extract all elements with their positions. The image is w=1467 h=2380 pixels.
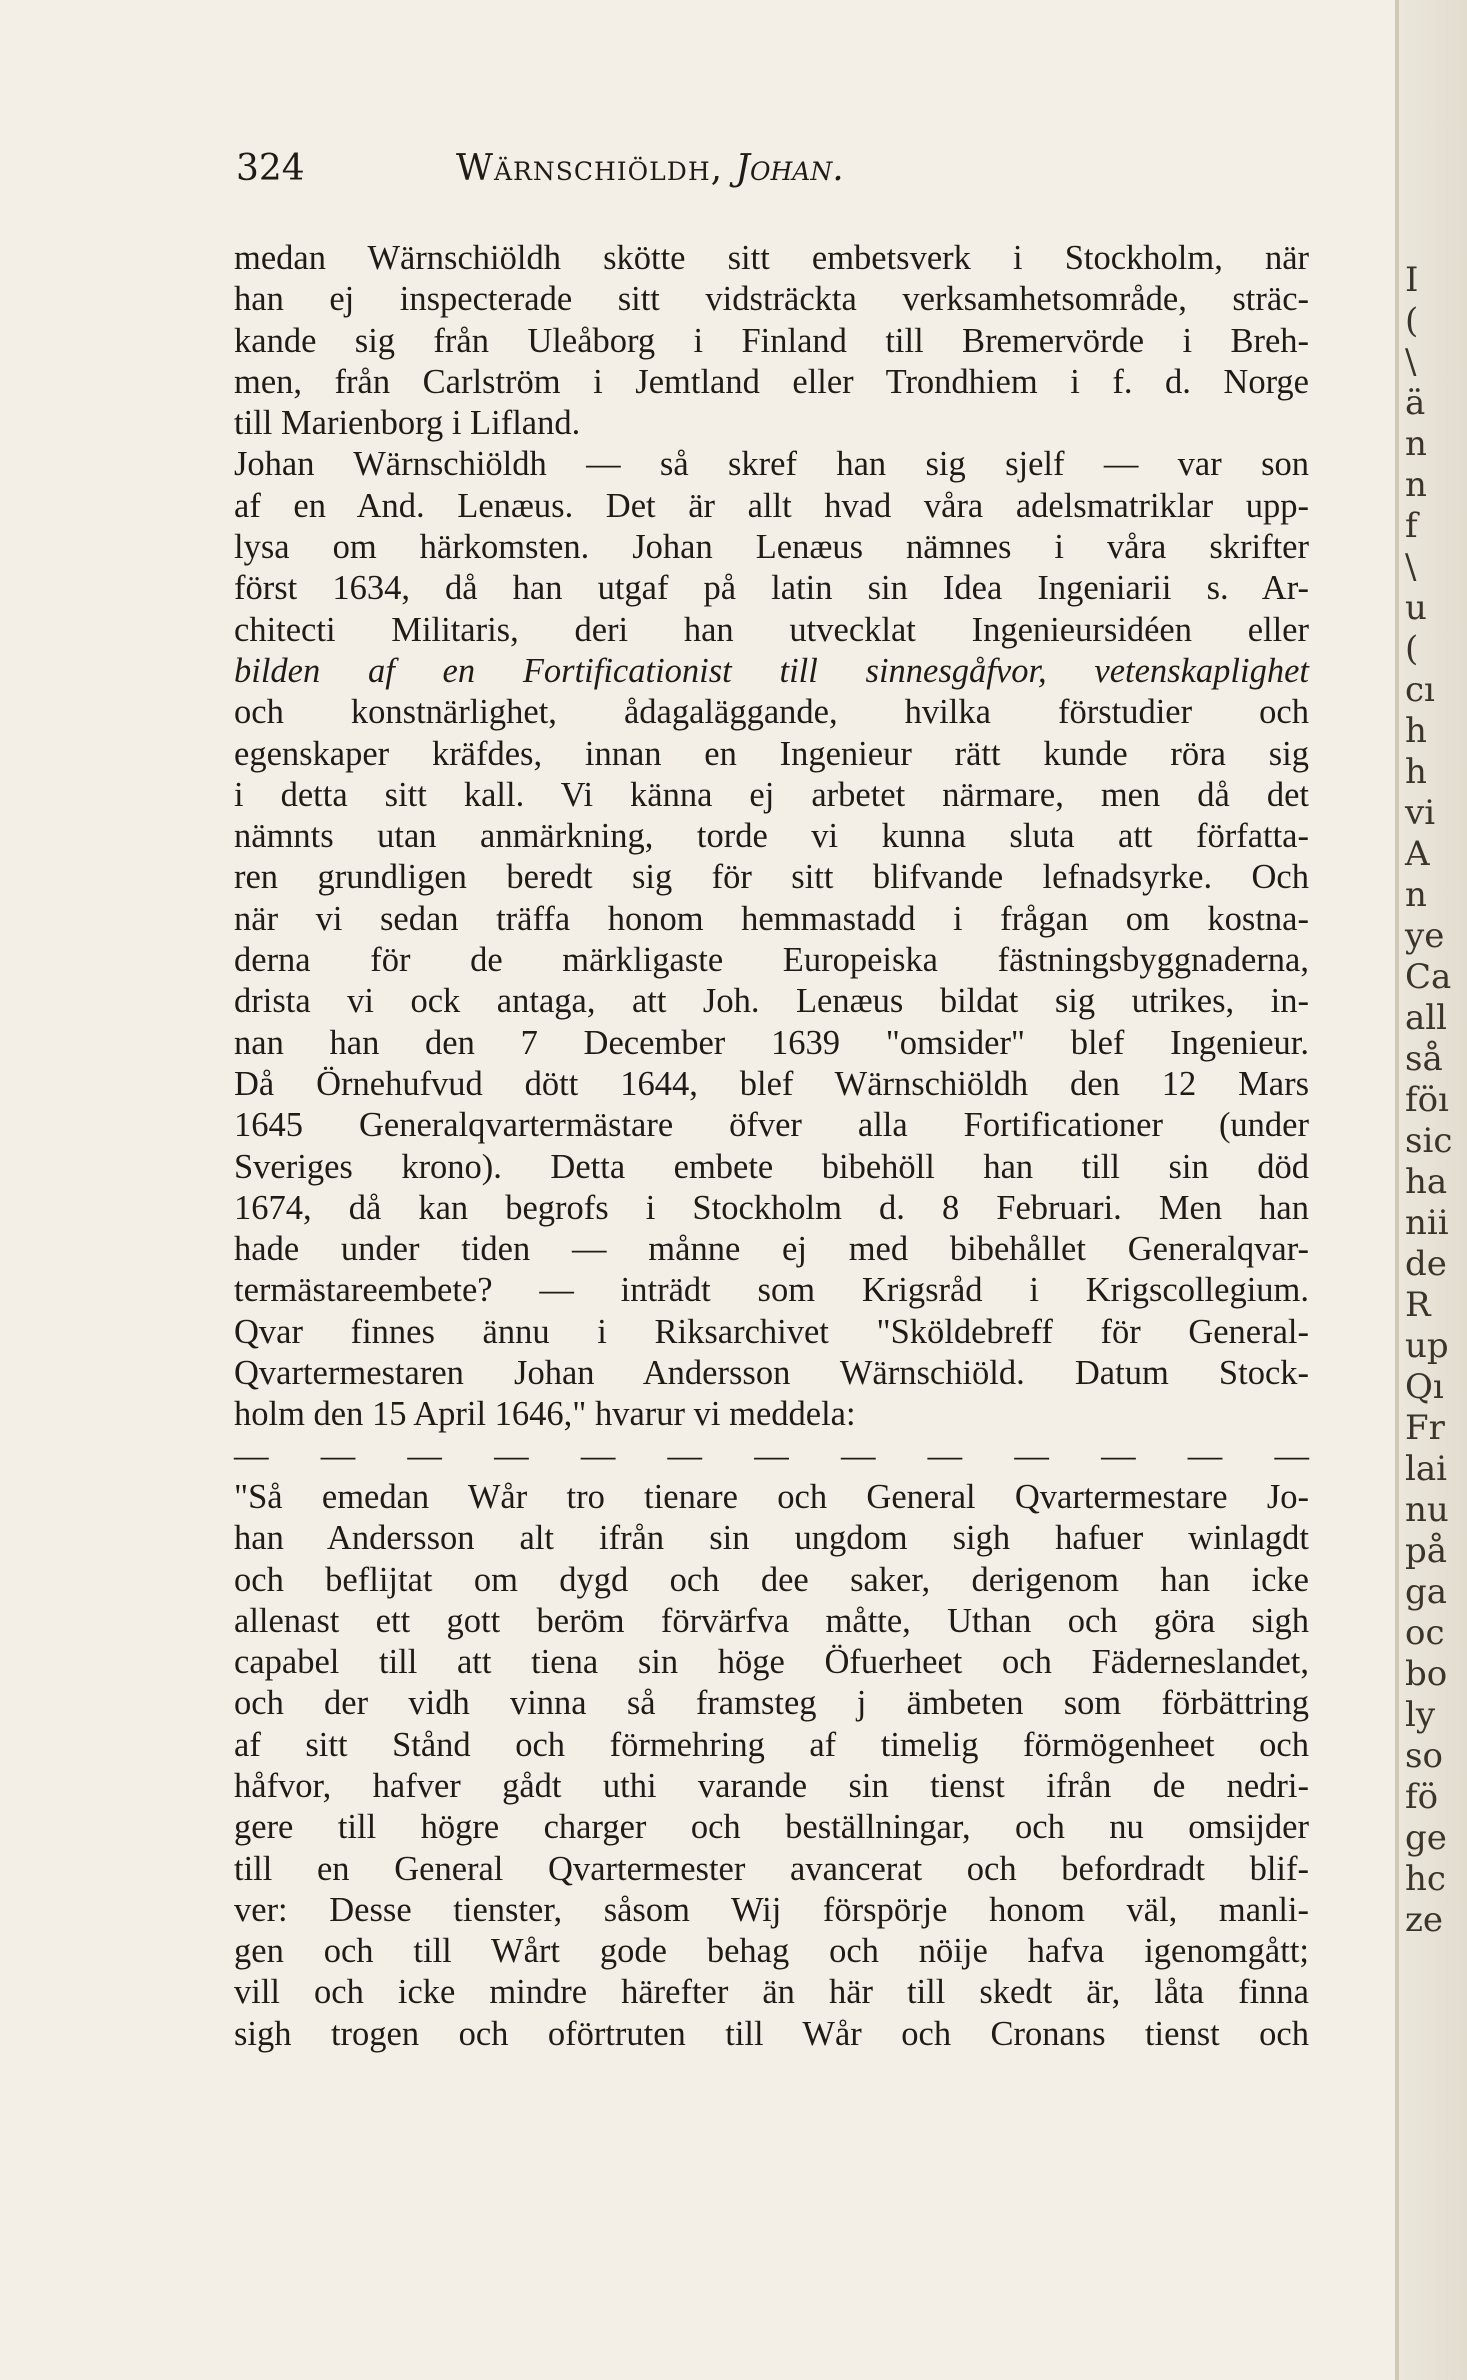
text-line: när vi sedan träffa honom hemmastadd i frågan om kostna- [234, 899, 1309, 938]
edge-fragment: ze [1405, 1900, 1444, 1940]
edge-fragment: på [1405, 1531, 1448, 1571]
edge-fragment: A [1405, 834, 1430, 874]
text-line: af sitt Stånd och förmehring af timelig förmögenheet och [234, 1725, 1309, 1764]
page-header [236, 148, 1306, 198]
section-separator: — — — — — — — — — — — — — [234, 1436, 1309, 1475]
text-line: gen och till Wårt gode behag och nöije hafva igenomgått; [234, 1932, 1309, 1971]
text-line: capabel till att tiena sin höge Öfuerheet och Fäderneslandet, [234, 1643, 1309, 1682]
running-head-name: Wärnschiöldh, [456, 148, 724, 189]
text-line: Qvar finnes ännu i Riksarchivet "Sköldebreff för General- [234, 1312, 1309, 1351]
running-head [456, 148, 844, 189]
text-line: nämnts utan anmärkning, torde vi kunna sluta att författa- [234, 817, 1309, 856]
edge-fragment: all [1405, 998, 1448, 1038]
text-line: allenast ett gott beröm förvärfva måtte, Uthan och göra sigh [234, 1601, 1309, 1640]
text-line: derna för de märkligaste Europeiska fästningsbyggnaderna, [234, 941, 1309, 980]
edge-fragment: hc [1405, 1859, 1446, 1899]
edge-fragment: Ca [1405, 957, 1452, 997]
edge-fragment: ga [1405, 1572, 1448, 1612]
edge-fragment: h [1405, 711, 1427, 751]
text-line: ver: Desse tienster, såsom Wij förspörje honom väl, manli- [234, 1890, 1309, 1929]
text-line: och der vidh vinna så framsteg j ämbeten som förbättring [234, 1684, 1309, 1723]
text-line: holm den 15 April 1646," hvarur vi meddela: [234, 1395, 856, 1434]
text-line: medan Wärnschiöldh skötte sitt embetsverk i Stockholm, när [234, 239, 1309, 277]
edge-fragment: sic [1405, 1121, 1453, 1161]
edge-fragment: I [1405, 260, 1419, 300]
text-line: men, från Carlström i Jemtland eller Trondhiem i f. d. Norge [234, 362, 1309, 401]
text-line: af en And. Lenæus. Det är allt hvad våra adelsmatriklar upp- [234, 486, 1309, 525]
edge-fragment: ge [1405, 1818, 1447, 1858]
text-line: sigh trogen och oförtruten till Wår och Cronans tienst och [234, 2014, 1309, 2053]
text-line: bilden af en Fortificationist till sinnesgåfvor, vetenskaplighet [234, 651, 1309, 690]
text-line: ren grundligen beredt sig för sitt blifvande lefnadsyrke. Och [234, 858, 1309, 897]
edge-fragment: vi [1405, 793, 1436, 833]
text-line: till Marienborg i Lifland. [234, 404, 581, 443]
edge-fragment: Fr [1405, 1408, 1445, 1448]
edge-fragment: \ [1405, 547, 1417, 587]
edge-fragment: lai [1405, 1449, 1448, 1489]
text-line: först 1634, då han utgaf på latin sin Idea Ingeniarii s. Ar- [234, 569, 1309, 608]
text-line: termästareembete? — inträdt som Krigsråd i Krigscollegium. [234, 1271, 1309, 1310]
text-line: "Så emedan Wår tro tienare och General Qvartermestare Jo- [234, 1477, 1309, 1516]
text-line: vill och icke mindre härefter än här till skedt är, låta finna [234, 1973, 1309, 2012]
text-line: lysa om härkomsten. Johan Lenæus nämnes i våra skrifter [234, 528, 1309, 567]
text-line: chitecti Militaris, deri han utvecklat Ingenieursidéen eller [234, 610, 1309, 649]
text-line: drista vi ock antaga, att Joh. Lenæus bildat sig utrikes, in- [234, 982, 1309, 1021]
page-gutter [1395, 0, 1399, 2380]
running-head-given-name: Johan. [735, 148, 844, 189]
body-text [234, 238, 1309, 2055]
facing-page-edge [1405, 260, 1461, 1941]
edge-fragment: fö [1405, 1777, 1439, 1817]
text-line: hade under tiden — månne ej med bibehållet Generalqvar- [234, 1230, 1309, 1269]
text-line: håfvor, hafver gådt uthi varande sin tienst ifrån de nedri- [234, 1766, 1309, 1805]
text-line: nan han den 7 December 1639 "omsider" blef Ingenieur. [234, 1023, 1309, 1062]
edge-fragment: ly [1405, 1695, 1436, 1735]
edge-fragment: n [1405, 465, 1427, 505]
edge-fragment: \ [1405, 342, 1417, 382]
text-line: kande sig från Uleåborg i Finland till Bremervörde i Breh- [234, 321, 1309, 360]
text-line: 1645 Generalqvartermästare öfver alla Fortificationer (under [234, 1106, 1309, 1145]
text-line: i detta sitt kall. Vi känna ej arbetet närmare, men då det [234, 775, 1309, 814]
text-line: 1674, då kan begrofs i Stockholm d. 8 Februari. Men han [234, 1188, 1309, 1227]
text-line: och konstnärlighet, ådagaläggande, hvilka förstudier och [234, 693, 1309, 732]
edge-fragment: ( [1405, 629, 1419, 669]
edge-fragment: R [1405, 1285, 1431, 1325]
text-line: Sveriges krono). Detta embete bibehöll han till sin död [234, 1147, 1309, 1186]
edge-fragment: ye [1405, 916, 1445, 956]
edge-fragment: n [1405, 875, 1427, 915]
edge-fragment: de [1405, 1244, 1447, 1284]
edge-fragment: oc [1405, 1613, 1445, 1653]
page-number: 324 [236, 148, 305, 189]
text-line: och beflijtat om dygd och dee saker, derigenom han icke [234, 1560, 1309, 1599]
text-line: till en General Qvartermester avancerat och befordradt blif- [234, 1849, 1309, 1888]
edge-fragment: f [1405, 506, 1418, 546]
text-line: han ej inspecterade sitt vidsträckta verksamhetsområde, sträc- [234, 280, 1309, 319]
text-line: Qvartermestaren Johan Andersson Wärnschiöld. Datum Stock- [234, 1354, 1309, 1393]
edge-fragment: Qı [1405, 1367, 1444, 1407]
edge-fragment: u [1405, 588, 1427, 628]
edge-fragment: cı [1405, 670, 1435, 710]
edge-fragment: så [1405, 1039, 1443, 1079]
edge-fragment: bo [1405, 1654, 1448, 1694]
text-line: Johan Wärnschiöldh — så skref han sig sjelf — var son [234, 445, 1309, 484]
edge-fragment: up [1405, 1326, 1449, 1366]
edge-fragment: föı [1405, 1080, 1449, 1120]
edge-fragment: so [1405, 1736, 1443, 1776]
text-line: egenskaper kräfdes, innan en Ingenieur rätt kunde röra sig [234, 734, 1309, 773]
edge-fragment: ( [1405, 301, 1419, 341]
edge-fragment: ha [1405, 1162, 1448, 1202]
text-line: han Andersson alt ifrån sin ungdom sigh hafuer winlagdt [234, 1519, 1309, 1558]
edge-fragment: n [1405, 424, 1427, 464]
edge-fragment: nu [1405, 1490, 1449, 1530]
edge-fragment: nii [1405, 1203, 1449, 1243]
edge-fragment: ä [1405, 383, 1426, 423]
text-line: Då Örnehufvud dött 1644, blef Wärnschiöldh den 12 Mars [234, 1064, 1309, 1103]
edge-fragment: h [1405, 752, 1427, 792]
text-line: gere till högre charger och beställningar, och nu omsijder [234, 1808, 1309, 1847]
